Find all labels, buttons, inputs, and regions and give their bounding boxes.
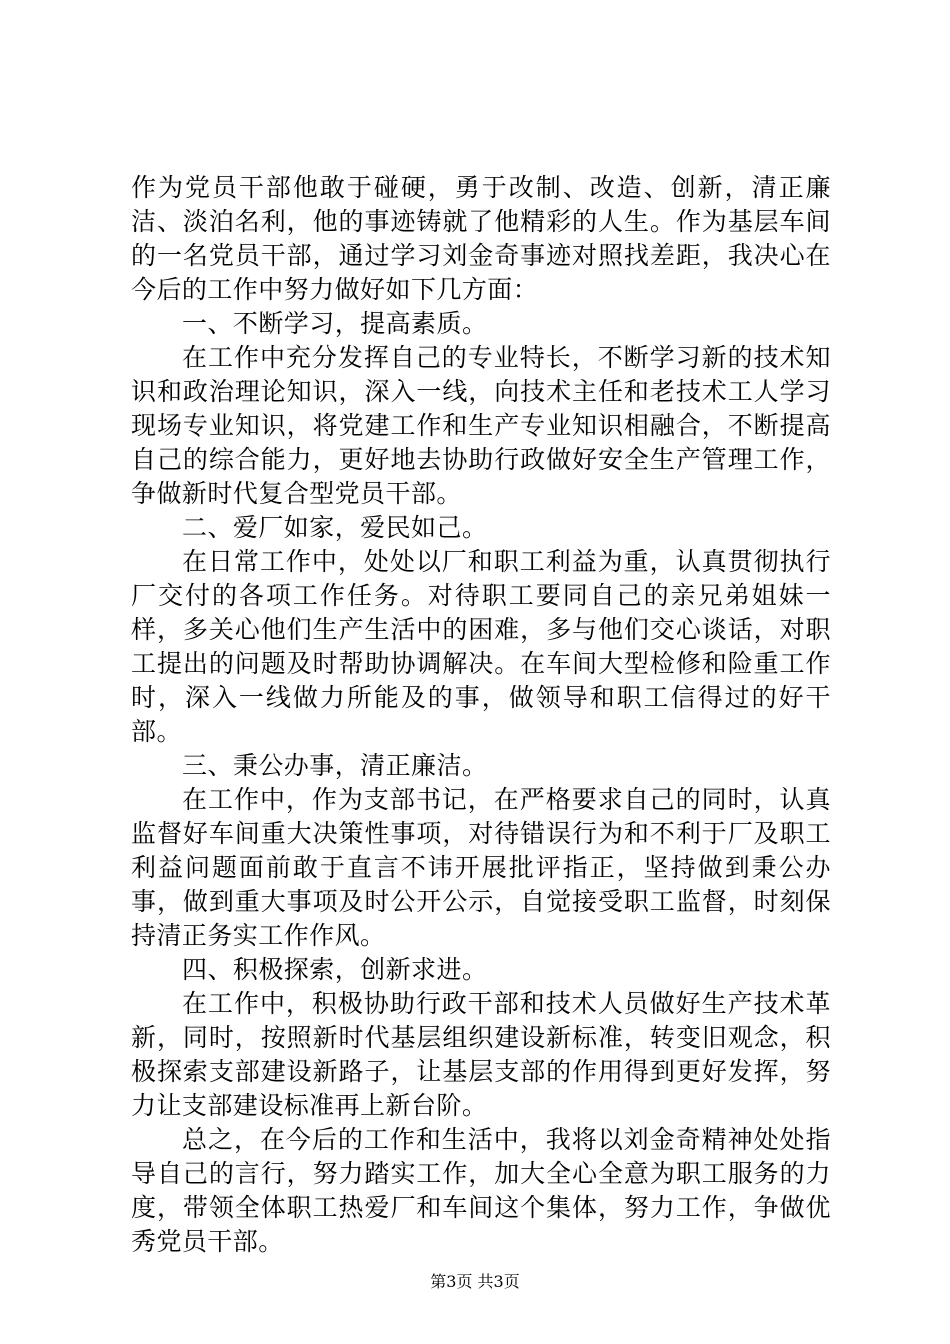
section-heading-2: 二、爱厂如家，爱民如己。 bbox=[182, 513, 488, 542]
conclusion-paragraph: 总之，在今后的工作和生活中，我将以刘金奇精神处处指导自己的言行，努力踏实工作，加大全心全意为职工服务的力度，带领全体职工热爱厂和车间这个集体，努力工作，争做优秀党员干部。 bbox=[131, 1125, 831, 1256]
section-heading-4: 四、积极探索，创新求进。 bbox=[182, 955, 488, 984]
document-body bbox=[131, 171, 831, 1259]
section-heading-3: 三、秉公办事，清正廉洁。 bbox=[182, 751, 488, 780]
body-paragraph: 在工作中，积极协助行政干部和技术人员做好生产技术革新，同时，按照新时代基层组织建设新标准，转变旧观念，积极探索支部建设新路子，让基层支部的作用得到更好发挥，努力让支部建设标准再上新台阶。 bbox=[131, 989, 831, 1120]
body-paragraph: 作为党员干部他敢于碰硬，勇于改制、改造、创新，清正廉洁、淡泊名利，他的事迹铸就了他精彩的人生。作为基层车间的一名党员干部，通过学习刘金奇事迹对照找差距，我决心在今后的工作中努力做好如下几方面： bbox=[131, 173, 831, 304]
body-paragraph: 在工作中充分发挥自己的专业特长，不断学习新的技术知识和政治理论知识，深入一线，向技术主任和老技术工人学习现场专业知识，将党建工作和生产专业知识相融合，不断提高自己的综合能力，更好地去协助行政做好安全生产管理工作，争做新时代复合型党员干部。 bbox=[131, 343, 831, 508]
body-paragraph: 在工作中，作为支部书记，在严格要求自己的同时，认真监督好车间重大决策性事项，对待错误行为和不利于厂及职工利益问题面前敢于直言不讳开展批评指正，坚持做到秉公办事，做到重大事项及时公开公示，自觉接受职工监督，时刻保持清正务实工作作风。 bbox=[131, 785, 831, 950]
page-footer: 第3页 共3页 bbox=[430, 1272, 520, 1291]
body-paragraph: 在日常工作中，处处以厂和职工利益为重，认真贯彻执行厂交付的各项工作任务。对待职工要同自己的亲兄弟姐妹一样，多关心他们生产生活中的困难，多与他们交心谈话，对职工提出的问题及时帮助协调解决。在车间大型检修和险重工作时，深入一线做力所能及的事，做领导和职工信得过的好干部。 bbox=[131, 547, 831, 746]
section-heading-1: 一、不断学习，提高素质。 bbox=[182, 309, 488, 338]
